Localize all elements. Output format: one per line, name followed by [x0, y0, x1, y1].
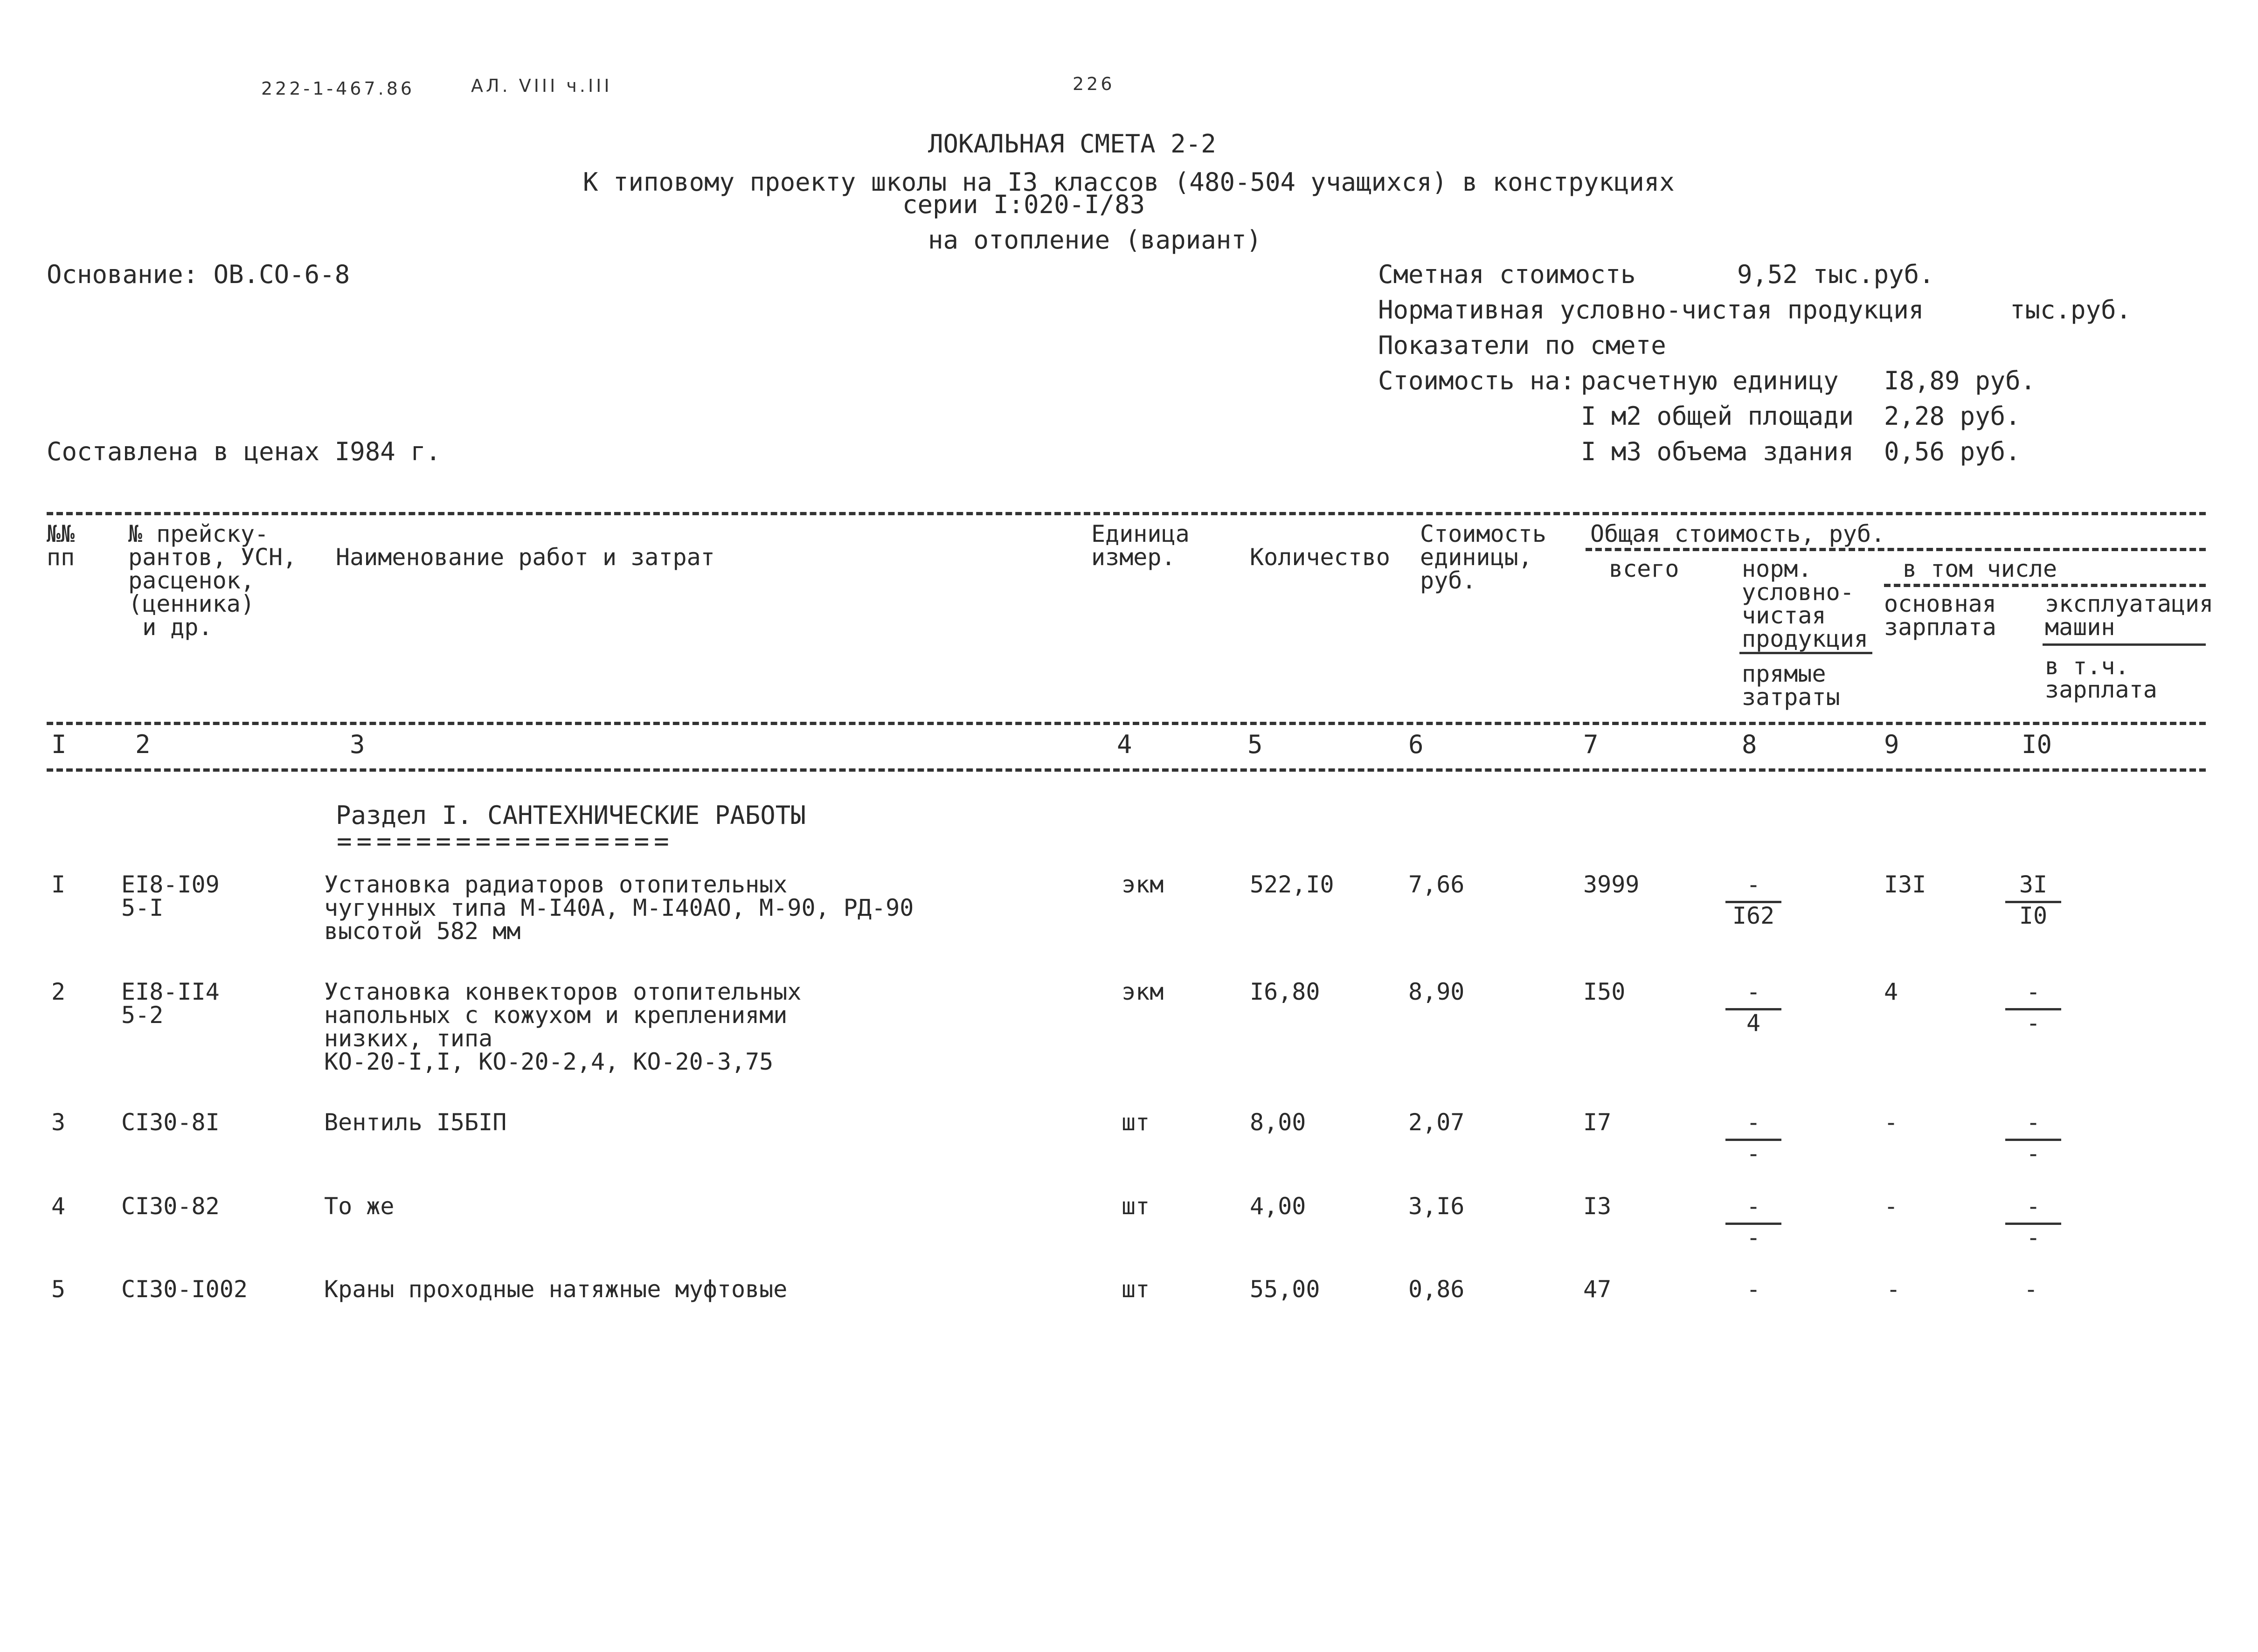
estimate-subject: на отопление (вариант): [928, 225, 1262, 255]
estimate-title: ЛОКАЛЬНАЯ СМЕТА 2-2: [928, 129, 1216, 159]
header-row-number: №№ пп: [47, 520, 75, 571]
row-norm-product: -: [1746, 1276, 1761, 1303]
row-machines-fraction: [2005, 873, 2061, 927]
machines-salary-value: -: [2026, 1140, 2041, 1167]
row-unit-price: 8,90: [1408, 978, 1465, 1005]
column-number: 7: [1583, 730, 1599, 759]
cost-on-label: Стоимость на:: [1378, 366, 1575, 395]
row-number: I: [51, 871, 66, 898]
row-total: 3999: [1583, 871, 1640, 898]
indicators-label: Показатели по смете: [1378, 331, 1666, 360]
including-rule: [1884, 584, 2206, 587]
machines-salary-value: -: [2026, 1009, 2041, 1037]
row-unit-price: 3,I6: [1408, 1193, 1465, 1220]
norm-label: Нормативная условно-чистая продукция: [1378, 295, 1924, 325]
header-work-name: Наименование работ и затрат: [336, 544, 715, 571]
volume-cost-value: 0,56 руб.: [1884, 437, 2021, 466]
row-basic-salary: -: [1886, 1276, 1901, 1303]
row-code: СI30-I002: [121, 1276, 248, 1303]
row-unit: экм: [1122, 978, 1164, 1005]
column-number: 2: [135, 730, 151, 759]
cost-label: Сметная стоимость: [1378, 260, 1636, 289]
row-number: 5: [51, 1276, 66, 1303]
row-unit: шт: [1122, 1193, 1150, 1220]
machines-value: 3I: [2019, 871, 2048, 898]
section-title: Раздел I. САНТЕХНИЧЕСКИЕ РАБОТЫ: [336, 801, 806, 830]
row-number: 2: [51, 978, 66, 1005]
header-basic-salary: основная зарплата: [1884, 590, 1996, 641]
document-code: 222-1-467.86: [261, 78, 415, 99]
row-norm-fraction: [1725, 980, 1781, 1035]
norm-value: -: [1746, 1109, 1761, 1136]
row-unit-price: 0,86: [1408, 1276, 1465, 1303]
prices-year-line: Составлена в ценах I984 г.: [47, 437, 441, 466]
column-number: I: [51, 730, 67, 759]
column-number: 4: [1117, 730, 1132, 759]
cost-value: 9,52 тыс.руб.: [1737, 260, 1934, 289]
project-description: К типовому проекту школы на I3 классов (480-504 учащихся) в конструкциях: [583, 167, 1675, 197]
header-quantity: Количество: [1250, 544, 1391, 571]
machines-value: -: [2026, 978, 2041, 1005]
column-number: I0: [2022, 730, 2052, 759]
row-code: СI30-8I: [121, 1109, 220, 1136]
row-work-name: Вентиль I5БIП: [324, 1109, 507, 1136]
direct-cost-value: -: [1746, 1140, 1761, 1167]
header-machines-salary: в т.ч. зарплата: [2045, 653, 2157, 703]
norm-value: -: [1746, 978, 1761, 1005]
row-unit-price: 7,66: [1408, 871, 1465, 898]
row-norm-fraction: [1725, 1111, 1781, 1165]
row-unit: экм: [1122, 871, 1164, 898]
basis-line: Основание: ОВ.СО-6-8: [47, 260, 350, 289]
colnum-bottom-rule: [47, 768, 2206, 772]
column-number: 8: [1742, 730, 1757, 759]
header-bottom-rule: [47, 722, 2206, 725]
direct-cost-value: -: [1746, 1224, 1761, 1251]
row-work-name: Установка радиаторов отопительных чугунных типа М-I40А, М-I40АО, М-90, РД-90 высотой 582 мм: [324, 871, 914, 945]
album-number: АЛ. VIII ч.III: [471, 76, 612, 96]
area-cost-label: I м2 общей площади: [1581, 401, 1854, 431]
row-code: ЕI8-I09 5-I: [121, 871, 220, 921]
row-norm-fraction: [1725, 1195, 1781, 1249]
table-top-rule: [47, 512, 2206, 515]
machines-underline: [2043, 643, 2206, 646]
machines-value: -: [2026, 1109, 2041, 1136]
norm-value: -: [1746, 871, 1761, 898]
row-machines-fraction: [2005, 1111, 2061, 1165]
row-quantity: 8,00: [1250, 1109, 1306, 1136]
row-quantity: 522,I0: [1250, 871, 1334, 898]
header-norm-product: норм. условно- чистая продукция: [1742, 555, 1868, 652]
header-price-list: № прейску- рантов, УСН, расценок, (ценника) и др.: [128, 520, 297, 641]
row-machines-fraction: [2005, 980, 2061, 1035]
row-machines-fraction: [2005, 1195, 2061, 1249]
column-number: 6: [1408, 730, 1424, 759]
row-basic-salary: -: [1884, 1193, 1898, 1220]
row-number: 4: [51, 1193, 66, 1220]
machines-value: -: [2026, 1193, 2041, 1220]
row-work-name: Установка конвекторов отопительных напольных с кожухом и креплениями низких, типа КО-20-I,I, КО-20-2,4, КО-20-3,75: [324, 978, 802, 1075]
row-basic-salary: 4: [1884, 978, 1898, 1005]
row-basic-salary: I3I: [1884, 871, 1926, 898]
header-direct-costs: прямые затраты: [1742, 660, 1840, 711]
header-unit-cost: Стоимость единицы, руб.: [1420, 520, 1546, 594]
column-number: 5: [1247, 730, 1263, 759]
machines-salary-value: -: [2026, 1224, 2041, 1251]
row-total: I3: [1583, 1193, 1612, 1220]
column-number: 3: [350, 730, 365, 759]
row-unit-price: 2,07: [1408, 1109, 1465, 1136]
unit-cost-value: I8,89 руб.: [1884, 366, 2036, 395]
row-number: 3: [51, 1109, 66, 1136]
column-number: 9: [1884, 730, 1899, 759]
direct-cost-value: 4: [1746, 1009, 1761, 1037]
row-total: I50: [1583, 978, 1626, 1005]
header-total-cost: Общая стоимость, руб.: [1590, 520, 1885, 547]
row-total: I7: [1583, 1109, 1612, 1136]
row-quantity: 4,00: [1250, 1193, 1306, 1220]
row-quantity: 55,00: [1250, 1276, 1320, 1303]
volume-cost-label: I м3 объема здания: [1581, 437, 1854, 466]
header-machines: эксплуатация машин: [2045, 590, 2214, 641]
row-code: СI30-82: [121, 1193, 220, 1220]
row-unit: шт: [1122, 1109, 1150, 1136]
header-unit: Единица измер.: [1091, 520, 1190, 571]
row-code: ЕI8-II4 5-2: [121, 978, 220, 1029]
row-machines: -: [2024, 1276, 2038, 1303]
row-basic-salary: -: [1884, 1109, 1898, 1136]
norm-value: -: [1746, 1193, 1761, 1220]
row-norm-fraction: [1725, 873, 1781, 927]
unit-cost-label: расчетную единицу: [1581, 366, 1839, 395]
direct-cost-value: I62: [1732, 902, 1775, 929]
section-double-underline: =================: [337, 827, 674, 856]
header-total: всего: [1609, 555, 1679, 582]
header-including: в том числе: [1903, 555, 2057, 582]
row-quantity: I6,80: [1250, 978, 1320, 1005]
series-line: серии I:020-I/83: [902, 190, 1145, 219]
area-cost-value: 2,28 руб.: [1884, 401, 2021, 431]
row-work-name: Краны проходные натяжные муфтовые: [324, 1276, 788, 1303]
machines-salary-value: I0: [2019, 902, 2048, 929]
row-unit: шт: [1122, 1276, 1150, 1303]
row-total: 47: [1583, 1276, 1612, 1303]
norm-value: тыс.руб.: [2010, 295, 2132, 325]
page-number: 226: [1073, 74, 1115, 94]
total-cost-rule: [1586, 548, 2206, 551]
row-work-name: То же: [324, 1193, 395, 1220]
